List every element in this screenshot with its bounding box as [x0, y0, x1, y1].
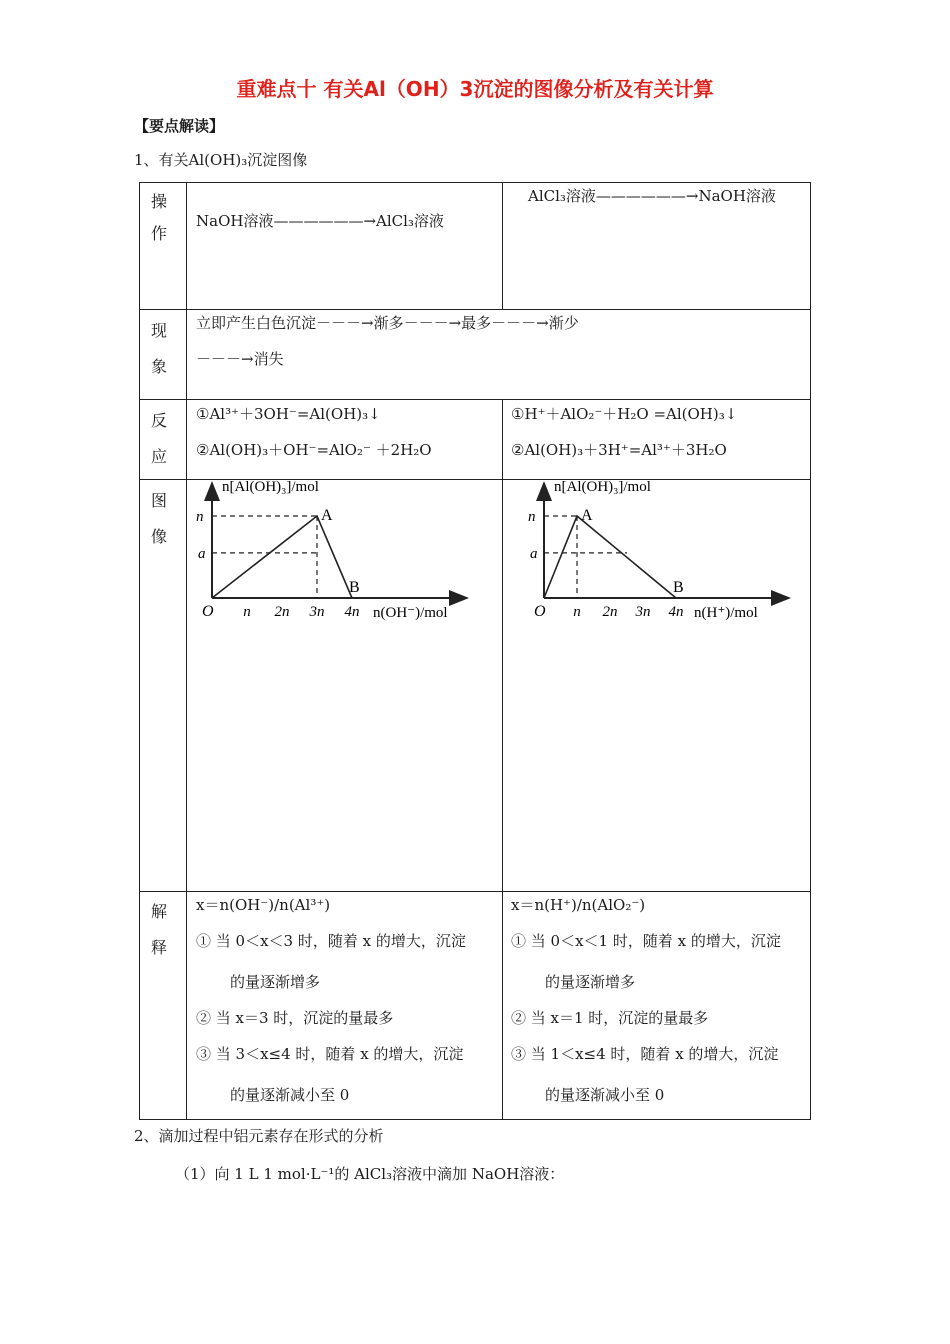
x-tick-label: 3n	[309, 604, 325, 620]
y-axis-label: n[Al(OH)₃]/mol	[222, 479, 319, 495]
chart-left	[190, 476, 490, 636]
origin-label: O	[534, 603, 546, 620]
x-tick-label: 4n	[668, 604, 684, 620]
reaction-right-2: ②Al(OH)₃＋3H⁺=Al³⁺＋3H₂O	[511, 441, 727, 459]
x-tick-label: n	[243, 604, 251, 620]
y-tick-label-a: a	[198, 545, 206, 562]
y-tick-label-a: a	[530, 545, 538, 562]
x-axis-label: n(OH⁻)/mol	[373, 605, 448, 621]
row-label-explanation: 解 释	[150, 902, 167, 957]
reaction-right-1: ①H⁺＋AlO₂⁻＋H₂O =Al(OH)₃↓	[511, 405, 738, 423]
explain-left-xdef: x＝n(OH⁻)/n(Al³⁺)	[196, 896, 331, 914]
operation-right: AlCl₃溶液——————→NaOH溶液	[528, 187, 776, 205]
explain-right-case1b: 的量逐渐增多	[545, 973, 636, 991]
y-tick-label-n: n	[196, 509, 204, 525]
page-title: 重难点十 有关Al（OH）3沉淀的图像分析及有关计算	[236, 77, 714, 101]
row-label-graph: 图 像	[150, 491, 167, 546]
explain-left-case3b: 的量逐渐减小至 0	[230, 1086, 350, 1104]
explain-right-case3b: 的量逐渐减小至 0	[545, 1086, 665, 1104]
x-tick-label: 4n	[344, 604, 360, 620]
phenomenon-line-1: 立即产生白色沉淀－－－→渐多－－－→最多－－－→渐少	[196, 314, 579, 332]
row-label-reaction: 反 应	[150, 411, 167, 466]
point-label-a: A	[321, 507, 333, 524]
point-label-b: B	[673, 579, 684, 596]
explain-right-case1a: ① 当 0＜x＜1 时，随着 x 的增大，沉淀	[511, 932, 781, 950]
explain-right-xdef: x＝n(H⁺)/n(AlO₂⁻)	[511, 896, 646, 914]
y-axis-label: n[Al(OH)₃]/mol	[554, 479, 651, 495]
heading-1: 1、有关Al(OH)₃沉淀图像	[134, 151, 308, 169]
row-label-operation: 操 作	[150, 192, 167, 243]
y-tick-label-n: n	[528, 509, 536, 525]
operation-left: NaOH溶液——————→AlCl₃溶液	[196, 212, 444, 230]
reaction-left-2: ②Al(OH)₃＋OH⁻=AlO₂⁻ ＋2H₂O	[196, 441, 432, 459]
x-tick-label: 2n	[602, 604, 618, 620]
point-label-b: B	[349, 579, 360, 596]
explain-right-case3a: ③ 当 1＜x≤4 时，随着 x 的增大，沉淀	[511, 1045, 779, 1063]
data-line	[212, 516, 352, 598]
x-tick-label: n	[573, 604, 581, 620]
section-label: 【要点解读】	[134, 117, 225, 135]
explain-left-case1b: 的量逐渐增多	[230, 973, 321, 991]
explain-left-case1a: ① 当 0＜x＜3 时，随着 x 的增大，沉淀	[196, 932, 466, 950]
reaction-left-1: ①Al³⁺＋3OH⁻=Al(OH)₃↓	[196, 405, 381, 423]
explain-left-case3a: ③ 当 3＜x≤4 时，随着 x 的增大，沉淀	[196, 1045, 464, 1063]
paragraph-1: （1）向 1 L 1 mol·L⁻¹的 AlCl₃溶液中滴加 NaOH溶液：	[175, 1165, 565, 1183]
phenomenon-line-2: －－－→消失	[196, 350, 284, 368]
point-label-a: A	[581, 507, 593, 524]
heading-2: 2、滴加过程中铝元素存在形式的分析	[134, 1127, 384, 1145]
explain-left-case2: ② 当 x＝3 时，沉淀的量最多	[196, 1009, 394, 1027]
explain-right-case2: ② 当 x＝1 时，沉淀的量最多	[511, 1009, 709, 1027]
row-label-phenomenon: 现 象	[150, 321, 167, 376]
x-tick-label: 3n	[635, 604, 651, 620]
origin-label: O	[202, 603, 214, 620]
data-line	[544, 516, 676, 598]
chart-right	[522, 476, 802, 636]
x-tick-label: 2n	[274, 604, 290, 620]
x-axis-label: n(H⁺)/mol	[694, 605, 758, 621]
